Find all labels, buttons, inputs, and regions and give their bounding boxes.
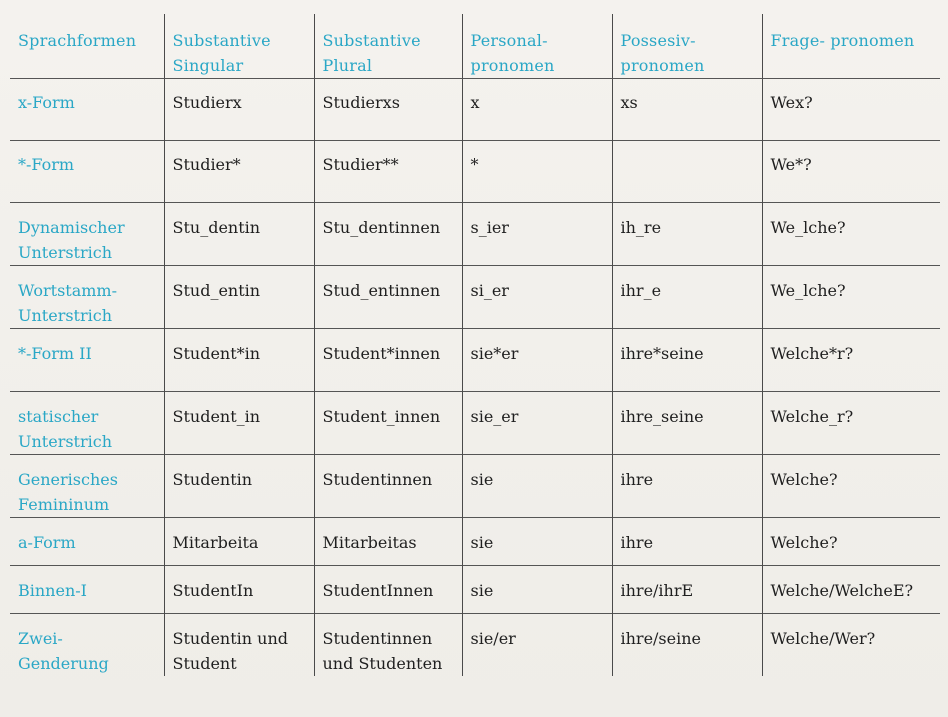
- table-cell: Studentin: [164, 455, 314, 518]
- table-cell: ihre/seine: [612, 614, 762, 677]
- table-cell: Welche/WelcheE?: [762, 566, 940, 614]
- table-cell: Studier*: [164, 141, 314, 203]
- table-cell: sie: [462, 566, 612, 614]
- header-possesivpronomen: Possesiv- pronomen: [612, 14, 762, 79]
- header-substantive-singular: Substantive Singular: [164, 14, 314, 79]
- table-cell: We_lche?: [762, 203, 940, 266]
- table-cell: Stu_dentin: [164, 203, 314, 266]
- row-label: Dynamischer Unterstrich: [10, 203, 164, 266]
- table-row: [10, 392, 940, 455]
- header-substantive-plural: Substantive Plural: [314, 14, 462, 79]
- table-row: [10, 266, 940, 329]
- table-cell: Welche*r?: [762, 329, 940, 392]
- row-label: *-Form: [10, 141, 164, 203]
- table-row: [10, 203, 940, 266]
- table-cell: x: [462, 79, 612, 141]
- table-cell: Stud_entinnen: [314, 266, 462, 329]
- table-cell: Welche?: [762, 518, 940, 566]
- table-cell: StudentInnen: [314, 566, 462, 614]
- table-cell: Welche?: [762, 455, 940, 518]
- table-cell: ihre*seine: [612, 329, 762, 392]
- table-row: [10, 141, 940, 203]
- table-cell: Studierxs: [314, 79, 462, 141]
- row-label: x-Form: [10, 79, 164, 141]
- table-cell: Stud_entin: [164, 266, 314, 329]
- table-cell: ihre/ihrE: [612, 566, 762, 614]
- table-cell: [612, 141, 762, 203]
- table-cell: Student_in: [164, 392, 314, 455]
- table-cell: sie/er: [462, 614, 612, 677]
- table-cell: Student*innen: [314, 329, 462, 392]
- table-cell: Studentinnen und Studenten: [314, 614, 462, 677]
- table-cell: We*?: [762, 141, 940, 203]
- table-cell: Mitarbeita: [164, 518, 314, 566]
- table-cell: Studier**: [314, 141, 462, 203]
- table-cell: sie_er: [462, 392, 612, 455]
- table-cell: ihre_seine: [612, 392, 762, 455]
- table-cell: ih_re: [612, 203, 762, 266]
- header-fragepronomen: Frage- pronomen: [762, 14, 940, 79]
- table-cell: Studentinnen: [314, 455, 462, 518]
- gender-forms-table: [10, 14, 940, 676]
- table-cell: Student_innen: [314, 392, 462, 455]
- table-cell: Studierx: [164, 79, 314, 141]
- row-label: Generisches Femininum: [10, 455, 164, 518]
- table-cell: ihre: [612, 455, 762, 518]
- table-cell: Studentin und Student: [164, 614, 314, 677]
- table-cell: s_ier: [462, 203, 612, 266]
- row-label: a-Form: [10, 518, 164, 566]
- table-cell: Wex?: [762, 79, 940, 141]
- table-cell: Welche/Wer?: [762, 614, 940, 677]
- header-row: [10, 14, 940, 79]
- row-label: Binnen-I: [10, 566, 164, 614]
- table-row: [10, 329, 940, 392]
- table-row: [10, 518, 940, 566]
- row-label: Wortstamm- Unterstrich: [10, 266, 164, 329]
- table-cell: si_er: [462, 266, 612, 329]
- table-cell: Welche_r?: [762, 392, 940, 455]
- table-cell: Mitarbeitas: [314, 518, 462, 566]
- table-row: [10, 455, 940, 518]
- row-label: *-Form II: [10, 329, 164, 392]
- table-cell: sie: [462, 455, 612, 518]
- table-row: [10, 79, 940, 141]
- table-cell: xs: [612, 79, 762, 141]
- table-cell: ihre: [612, 518, 762, 566]
- table-cell: Student*in: [164, 329, 314, 392]
- row-label: statischer Unterstrich: [10, 392, 164, 455]
- table-cell: StudentIn: [164, 566, 314, 614]
- row-label: Zwei- Genderung: [10, 614, 164, 677]
- table-row: [10, 614, 940, 677]
- table-cell: sie: [462, 518, 612, 566]
- table-cell: ihr_e: [612, 266, 762, 329]
- table-cell: *: [462, 141, 612, 203]
- table-cell: Stu_dentinnen: [314, 203, 462, 266]
- table-cell: sie*er: [462, 329, 612, 392]
- table-cell: We_lche?: [762, 266, 940, 329]
- header-sprachformen: Sprachformen: [10, 14, 164, 79]
- header-personalpronomen: Personal- pronomen: [462, 14, 612, 79]
- table-row: [10, 566, 940, 614]
